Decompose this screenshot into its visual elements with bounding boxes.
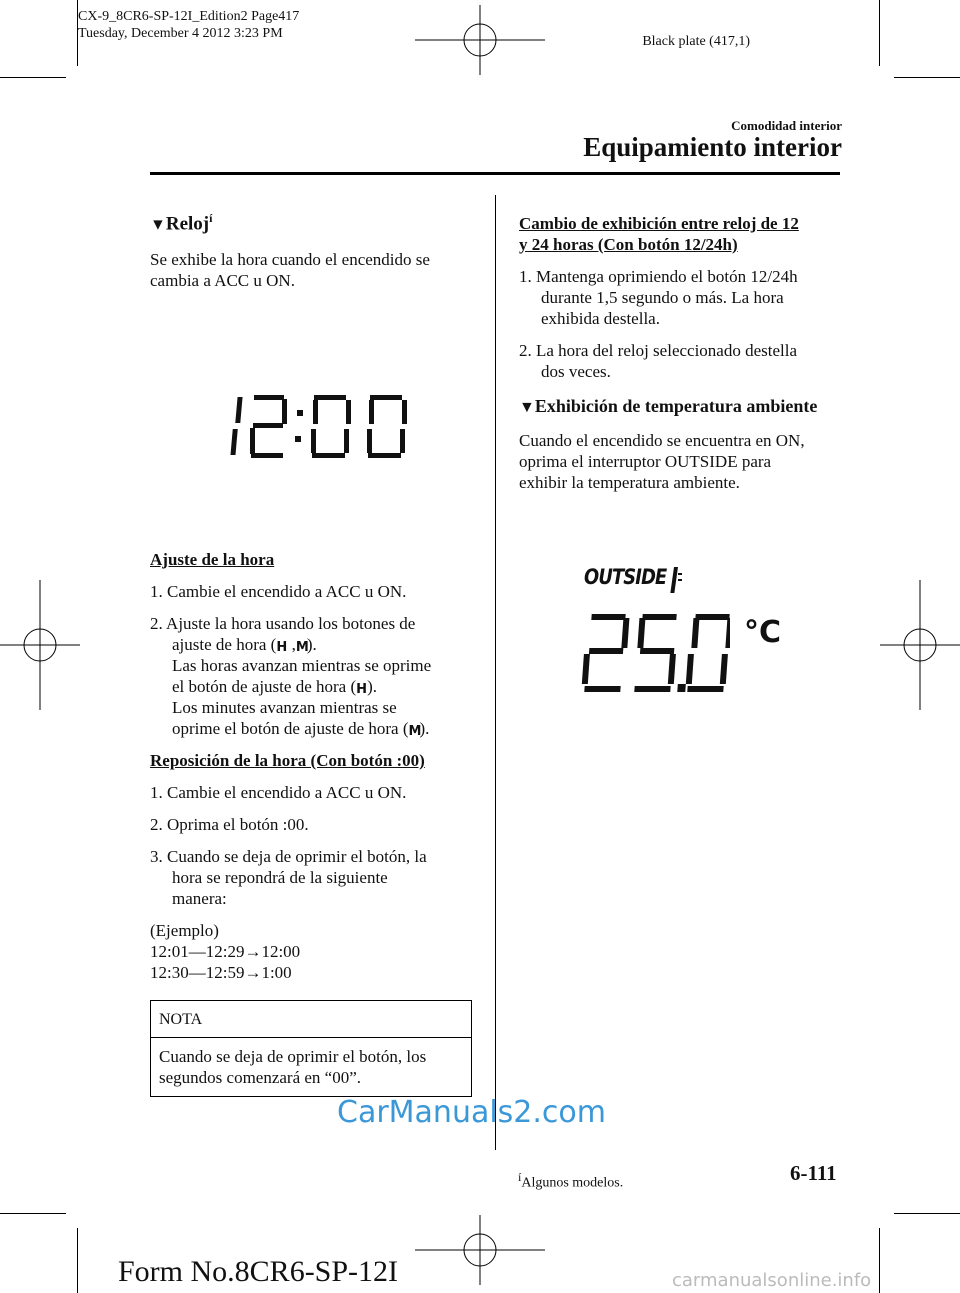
crop-mark <box>894 1213 960 1214</box>
thermometer-icon <box>670 567 682 593</box>
print-meta <box>78 8 299 42</box>
site-watermark: carmanualsonline.info <box>672 1270 872 1291</box>
toggle-step1-line3: exhibida destella. <box>541 309 660 328</box>
minute-button-icon: M <box>408 724 422 739</box>
print-meta-line1: CX-9_8CR6-SP-12I_Edition2 Page417 <box>78 9 300 24</box>
temp-line1: Cuando el encendido se encuentra en ON, <box>519 431 805 450</box>
watermark: CarManuals2.com <box>337 1095 607 1130</box>
heading-temp-text: Exhibición de temperatura ambiente <box>534 396 818 416</box>
reset-step3-line3: manera: <box>172 889 227 908</box>
section-title: Equipamiento interior <box>583 132 842 162</box>
toggle-step1-line2: durante 1,5 segundo o más. La hora <box>541 288 784 307</box>
outside-label: OUTSIDE <box>584 565 667 589</box>
note-line1: Cuando se deja de oprimir el botón, los <box>159 1047 427 1066</box>
adjust-step2-line2: ajuste de hora (H ,M). <box>172 635 317 655</box>
toggle-step1-line1: 1. Mantenga oprimiendo el botón 12/24h <box>519 267 798 286</box>
note-heading: NOTA <box>151 1001 471 1038</box>
registration-mark-bottom <box>415 1215 545 1285</box>
example-line2: 12:30―12:59→1:00 <box>150 963 292 982</box>
section-category: Comodidad interior <box>731 118 842 133</box>
reset-step1: 1. Cambie el encendido a ACC u ON. <box>150 783 407 802</box>
temp-line3: exhibir la temperatura ambiente. <box>519 473 740 492</box>
some-models-star-icon: í <box>209 211 213 225</box>
crop-mark <box>879 0 880 66</box>
outside-temp-display <box>580 565 790 700</box>
crop-mark <box>77 0 78 66</box>
heading-reloj <box>150 208 475 235</box>
toggle-step2-line2: dos veces. <box>541 362 611 381</box>
plate-label: Black plate (417,1) <box>642 34 750 49</box>
triangle-marker-icon: ▼ <box>519 399 535 416</box>
intro-line2: cambia a ACC u ON. <box>150 271 295 291</box>
temp-unit: °C <box>744 615 782 650</box>
reset-step3-line2: hora se repondrá de la siguiente <box>172 868 388 887</box>
example-label: (Ejemplo) <box>150 921 219 940</box>
temp-line2: oprima el interruptor OUTSIDE para <box>519 452 772 471</box>
left-column <box>150 208 475 291</box>
registration-mark-left <box>0 580 80 710</box>
crop-mark <box>77 1228 78 1293</box>
minute-button-icon: M <box>295 640 309 655</box>
print-meta-line2: Tuesday, December 4 2012 3:23 PM <box>78 26 283 41</box>
note-body <box>151 1038 471 1096</box>
reset-step3-line1: 3. Cuando se deja de oprimir el botón, la <box>150 847 427 866</box>
crop-mark <box>0 1213 66 1214</box>
clock-display <box>228 392 424 462</box>
registration-mark-top <box>415 5 545 75</box>
registration-mark-right <box>880 580 960 710</box>
adjust-step2-line6: oprime el botón de ajuste de hora (M). <box>172 719 430 739</box>
note-line2: segundos comenzará en “00”. <box>159 1068 362 1087</box>
adjust-step1: 1. Cambie el encendido a ACC u ON. <box>150 582 407 601</box>
note-box <box>150 1000 472 1097</box>
toggle-title-line2: y 24 horas (Con botón 12/24h) <box>519 235 738 254</box>
toggle-step2-line1: 2. La hora del reloj seleccionado destella <box>519 341 798 360</box>
adjust-title: Ajuste de la hora <box>150 550 275 569</box>
example-line1: 12:01―12:29→12:00 <box>150 942 301 961</box>
hour-button-icon: H <box>356 682 367 697</box>
triangle-marker-icon: ▼ <box>150 216 166 234</box>
intro-line1: Se exhibe la hora cuando el encendido se <box>150 250 430 270</box>
column-separator <box>495 195 496 1150</box>
reset-title: Reposición de la hora (Con botón :00) <box>150 751 425 770</box>
footnote: íAlgunos modelos. <box>518 1170 624 1191</box>
header-rule <box>150 172 840 175</box>
adjust-step2-line4: el botón de ajuste de hora (H). <box>172 677 378 697</box>
toggle-title-line1: Cambio de exhibición entre reloj de 12 <box>519 214 799 233</box>
form-number: Form No.8CR6-SP-12I <box>118 1255 399 1288</box>
reset-step2: 2. Oprima el botón :00. <box>150 815 309 834</box>
hour-button-icon: H <box>276 640 288 655</box>
crop-mark <box>894 77 960 78</box>
adjust-step2-line1: 2. Ajuste la hora usando los botones de <box>150 614 416 633</box>
adjust-step2-line3: Las horas avanzan mientras se oprime <box>172 656 432 675</box>
crop-mark <box>879 1228 880 1293</box>
adjust-step2-line5: Los minutes avanzan mientras se <box>172 698 397 717</box>
temp-digits <box>580 610 730 696</box>
heading-temp <box>519 396 844 418</box>
heading-reloj-text: Reloj <box>165 213 210 235</box>
adjust-section <box>150 549 475 983</box>
crop-mark <box>0 77 66 78</box>
right-column <box>519 213 844 493</box>
some-models-star-icon: í <box>518 1170 522 1184</box>
page-number: 6-111 <box>790 1161 837 1185</box>
